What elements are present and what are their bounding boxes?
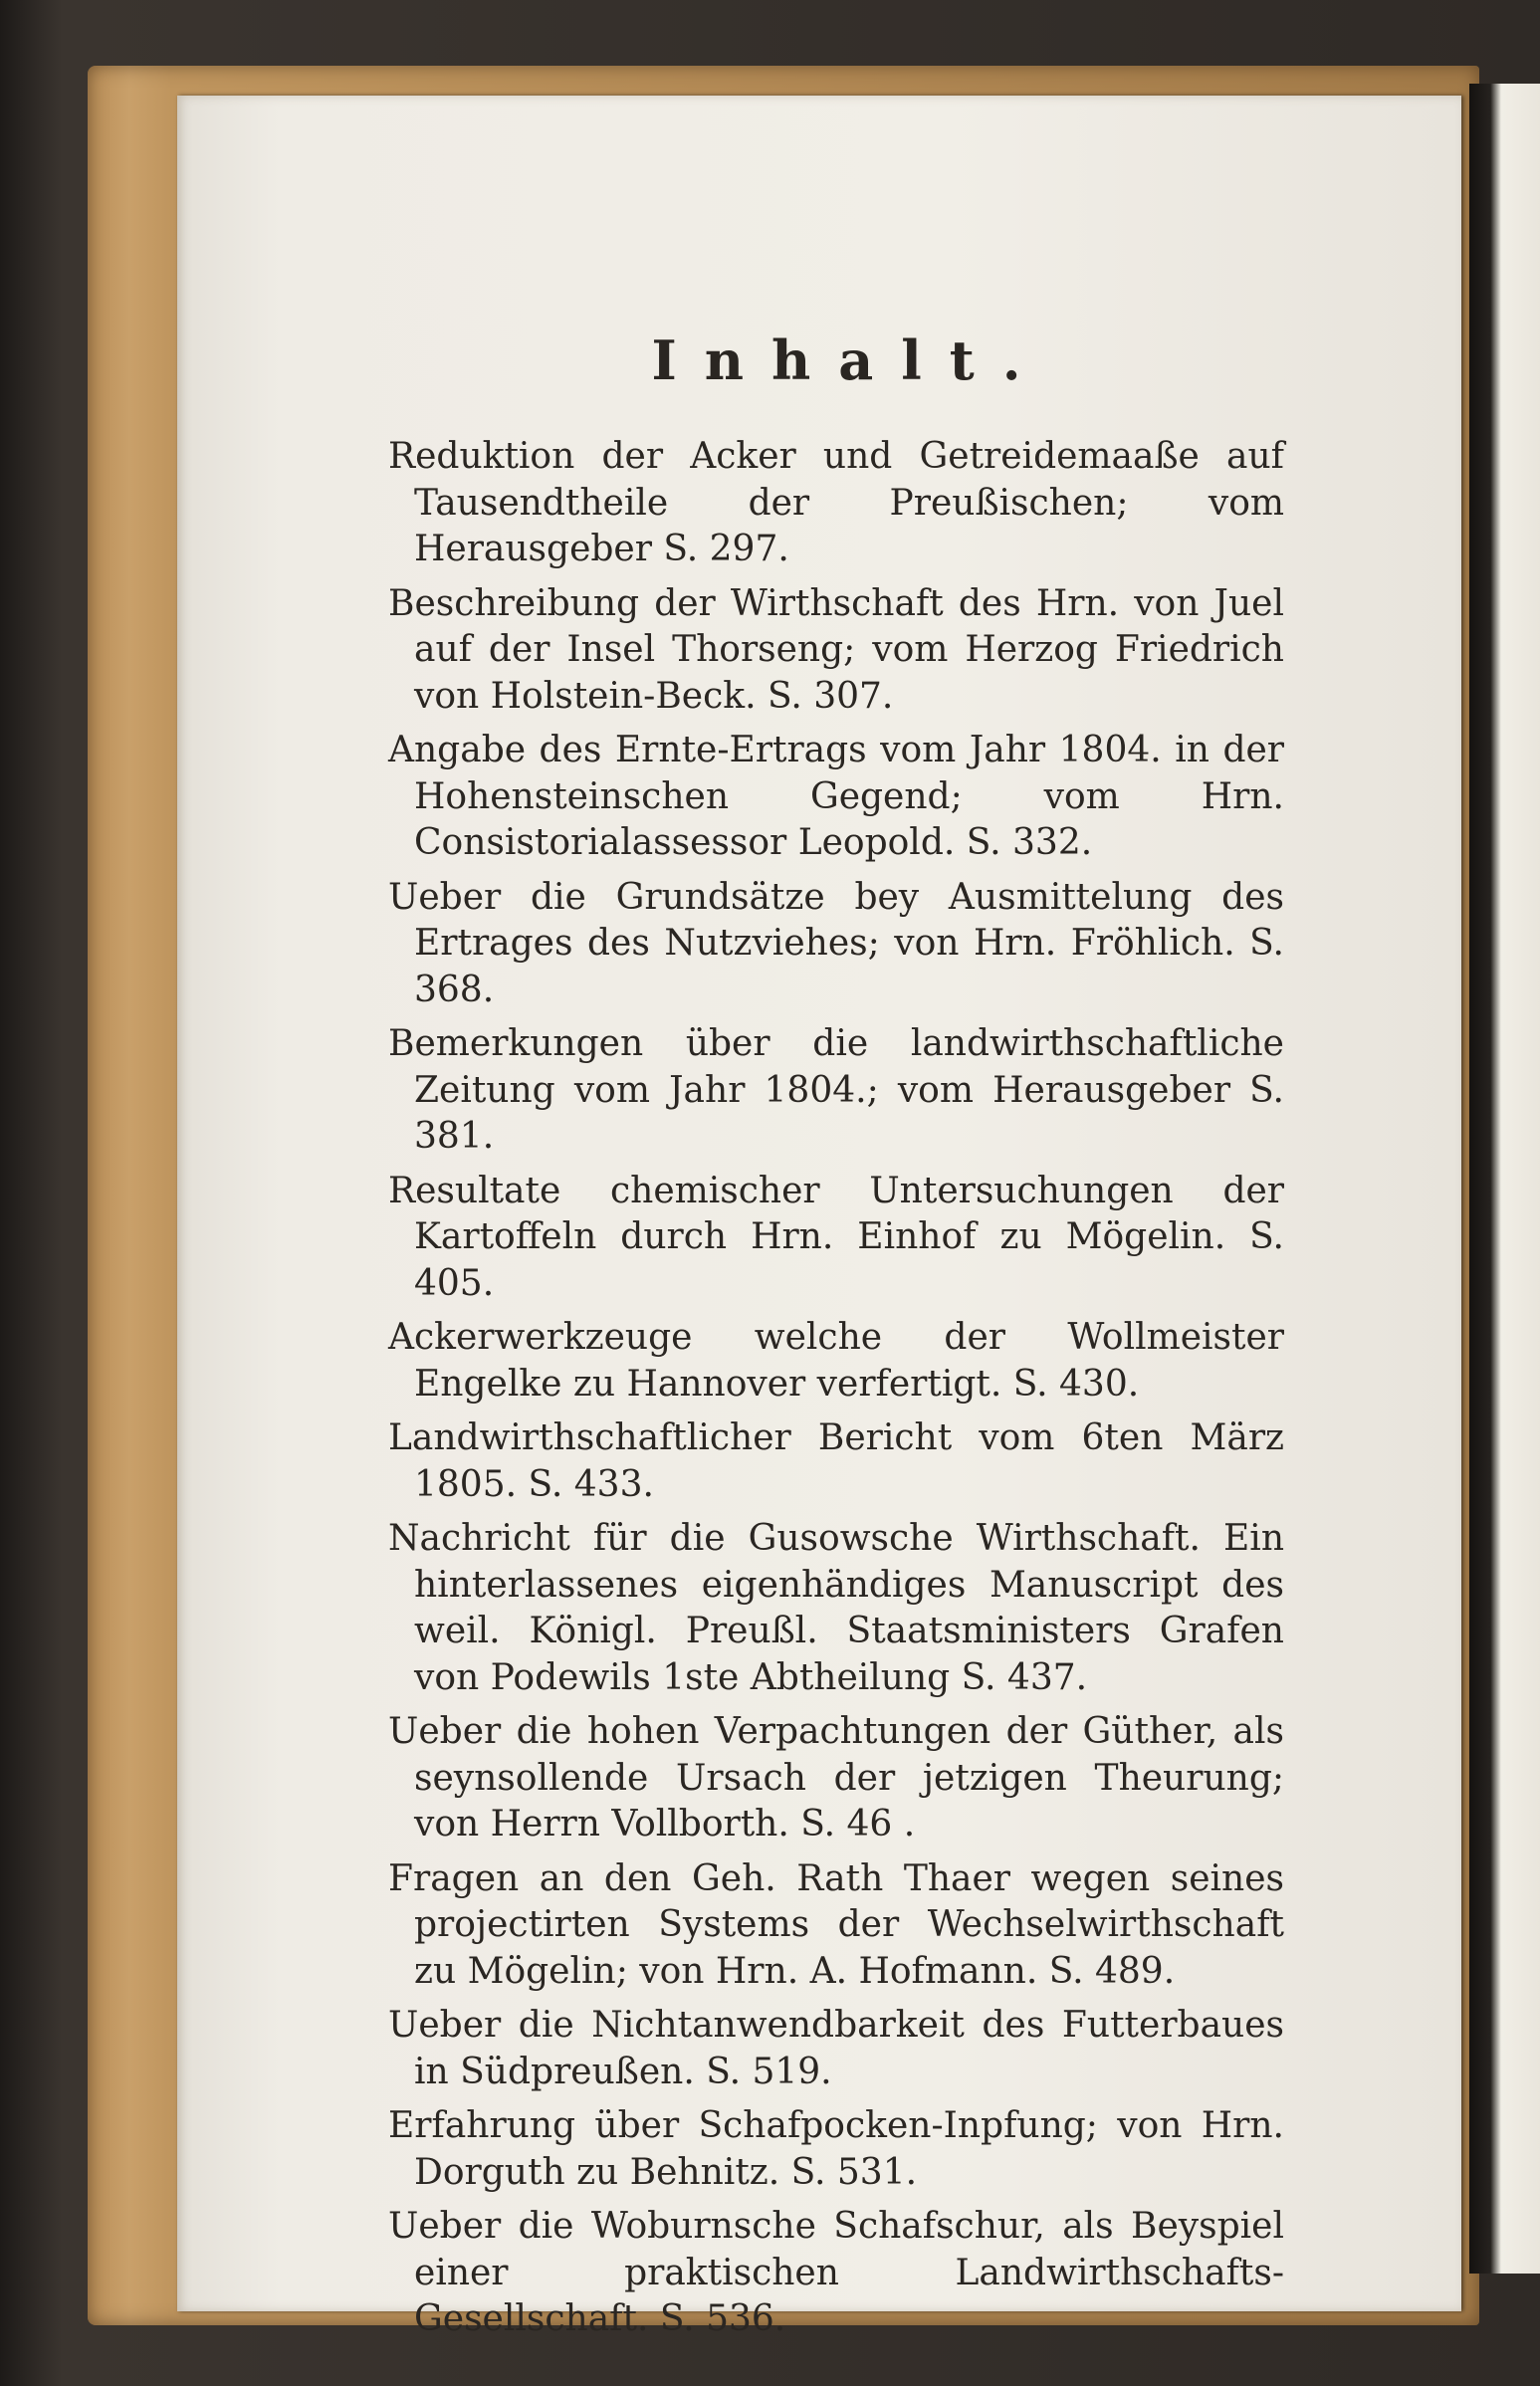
contents-entry: Resultate chemischer Untersuchungen der Kartoffeln durch Hrn. Einhof zu Mögelin. S. 405. [388,1170,1284,1304]
contents-entry: Erfahrung über Schafpocken-Inpfung; von Hrn. Dorguth zu Behnitz. S. 531. [388,2105,1284,2193]
contents-entry: Landwirthschaftlicher Bericht vom 6ten März 1805. S. 433. [388,1417,1284,1505]
contents-entry: Beschreibung der Wirthschaft des Hrn. von Juel auf der Insel Thorseng; vom Herzog Friedrich von Holstein-Beck. S. 307. [388,582,1284,717]
contents-entry: Reduktion der Acker und Getreidemaaße auf Tausendtheile der Preußischen; vom Herausgeber S. 297. [388,436,1284,569]
contents-entry: Ackerwerkzeuge welche der Wollmeister Engelke zu Hannover verfertigt. S. 430. [388,1317,1284,1405]
contents-entry: Bemerkungen über die landwirthschaftliche Zeitung vom Jahr 1804.; vom Herausgeber S. 381. [388,1023,1284,1157]
contents-entry: Angabe des Ernte-Ertrags vom Jahr 1804. in der Hohensteinschen Gegend; vom Hrn. Consistorialassessor Leopold. S. 332. [388,730,1284,863]
contents-entry: Ueber die Woburnsche Schafschur, als Beyspiel einer praktischen Landwirthschafts-Gesellschaft. S. 536. [388,2206,1284,2339]
contents-entry: Ueber die hohen Verpachtungen der Güther, als seynsollende Ursach der jetzigen Theurung; von Herrn Vollborth. S. 46 . [388,1711,1284,1844]
contents-entry: Fragen an den Geh. Rath Thaer wegen seines projectirten Systems der Wechselwirthschaft zu Mögelin; von Hrn. A. Hofmann. S. 489. [388,1857,1284,1992]
facing-page-edge [1469,84,1540,2274]
page-heading: Inhalt. [651,328,1049,392]
contents-text [388,328,1284,2351]
contents-entry: Ueber die Grundsätze bey Ausmittelung des Ertrages des Nutzviehes; von Hrn. Fröhlich. S. 368. [388,876,1284,1010]
contents-entry: Nachricht für die Gusowsche Wirthschaft. Ein hinterlassenes eigenhändiges Manuscript des weil. Königl. Preußl. Staatsministers Grafen von Podewils 1ste Abtheilung S. 437. [388,1518,1284,1698]
contents-entry: Ueber die Nichtanwendbarkeit des Futterbaues in Südpreußen. S. 519. [388,2005,1284,2092]
